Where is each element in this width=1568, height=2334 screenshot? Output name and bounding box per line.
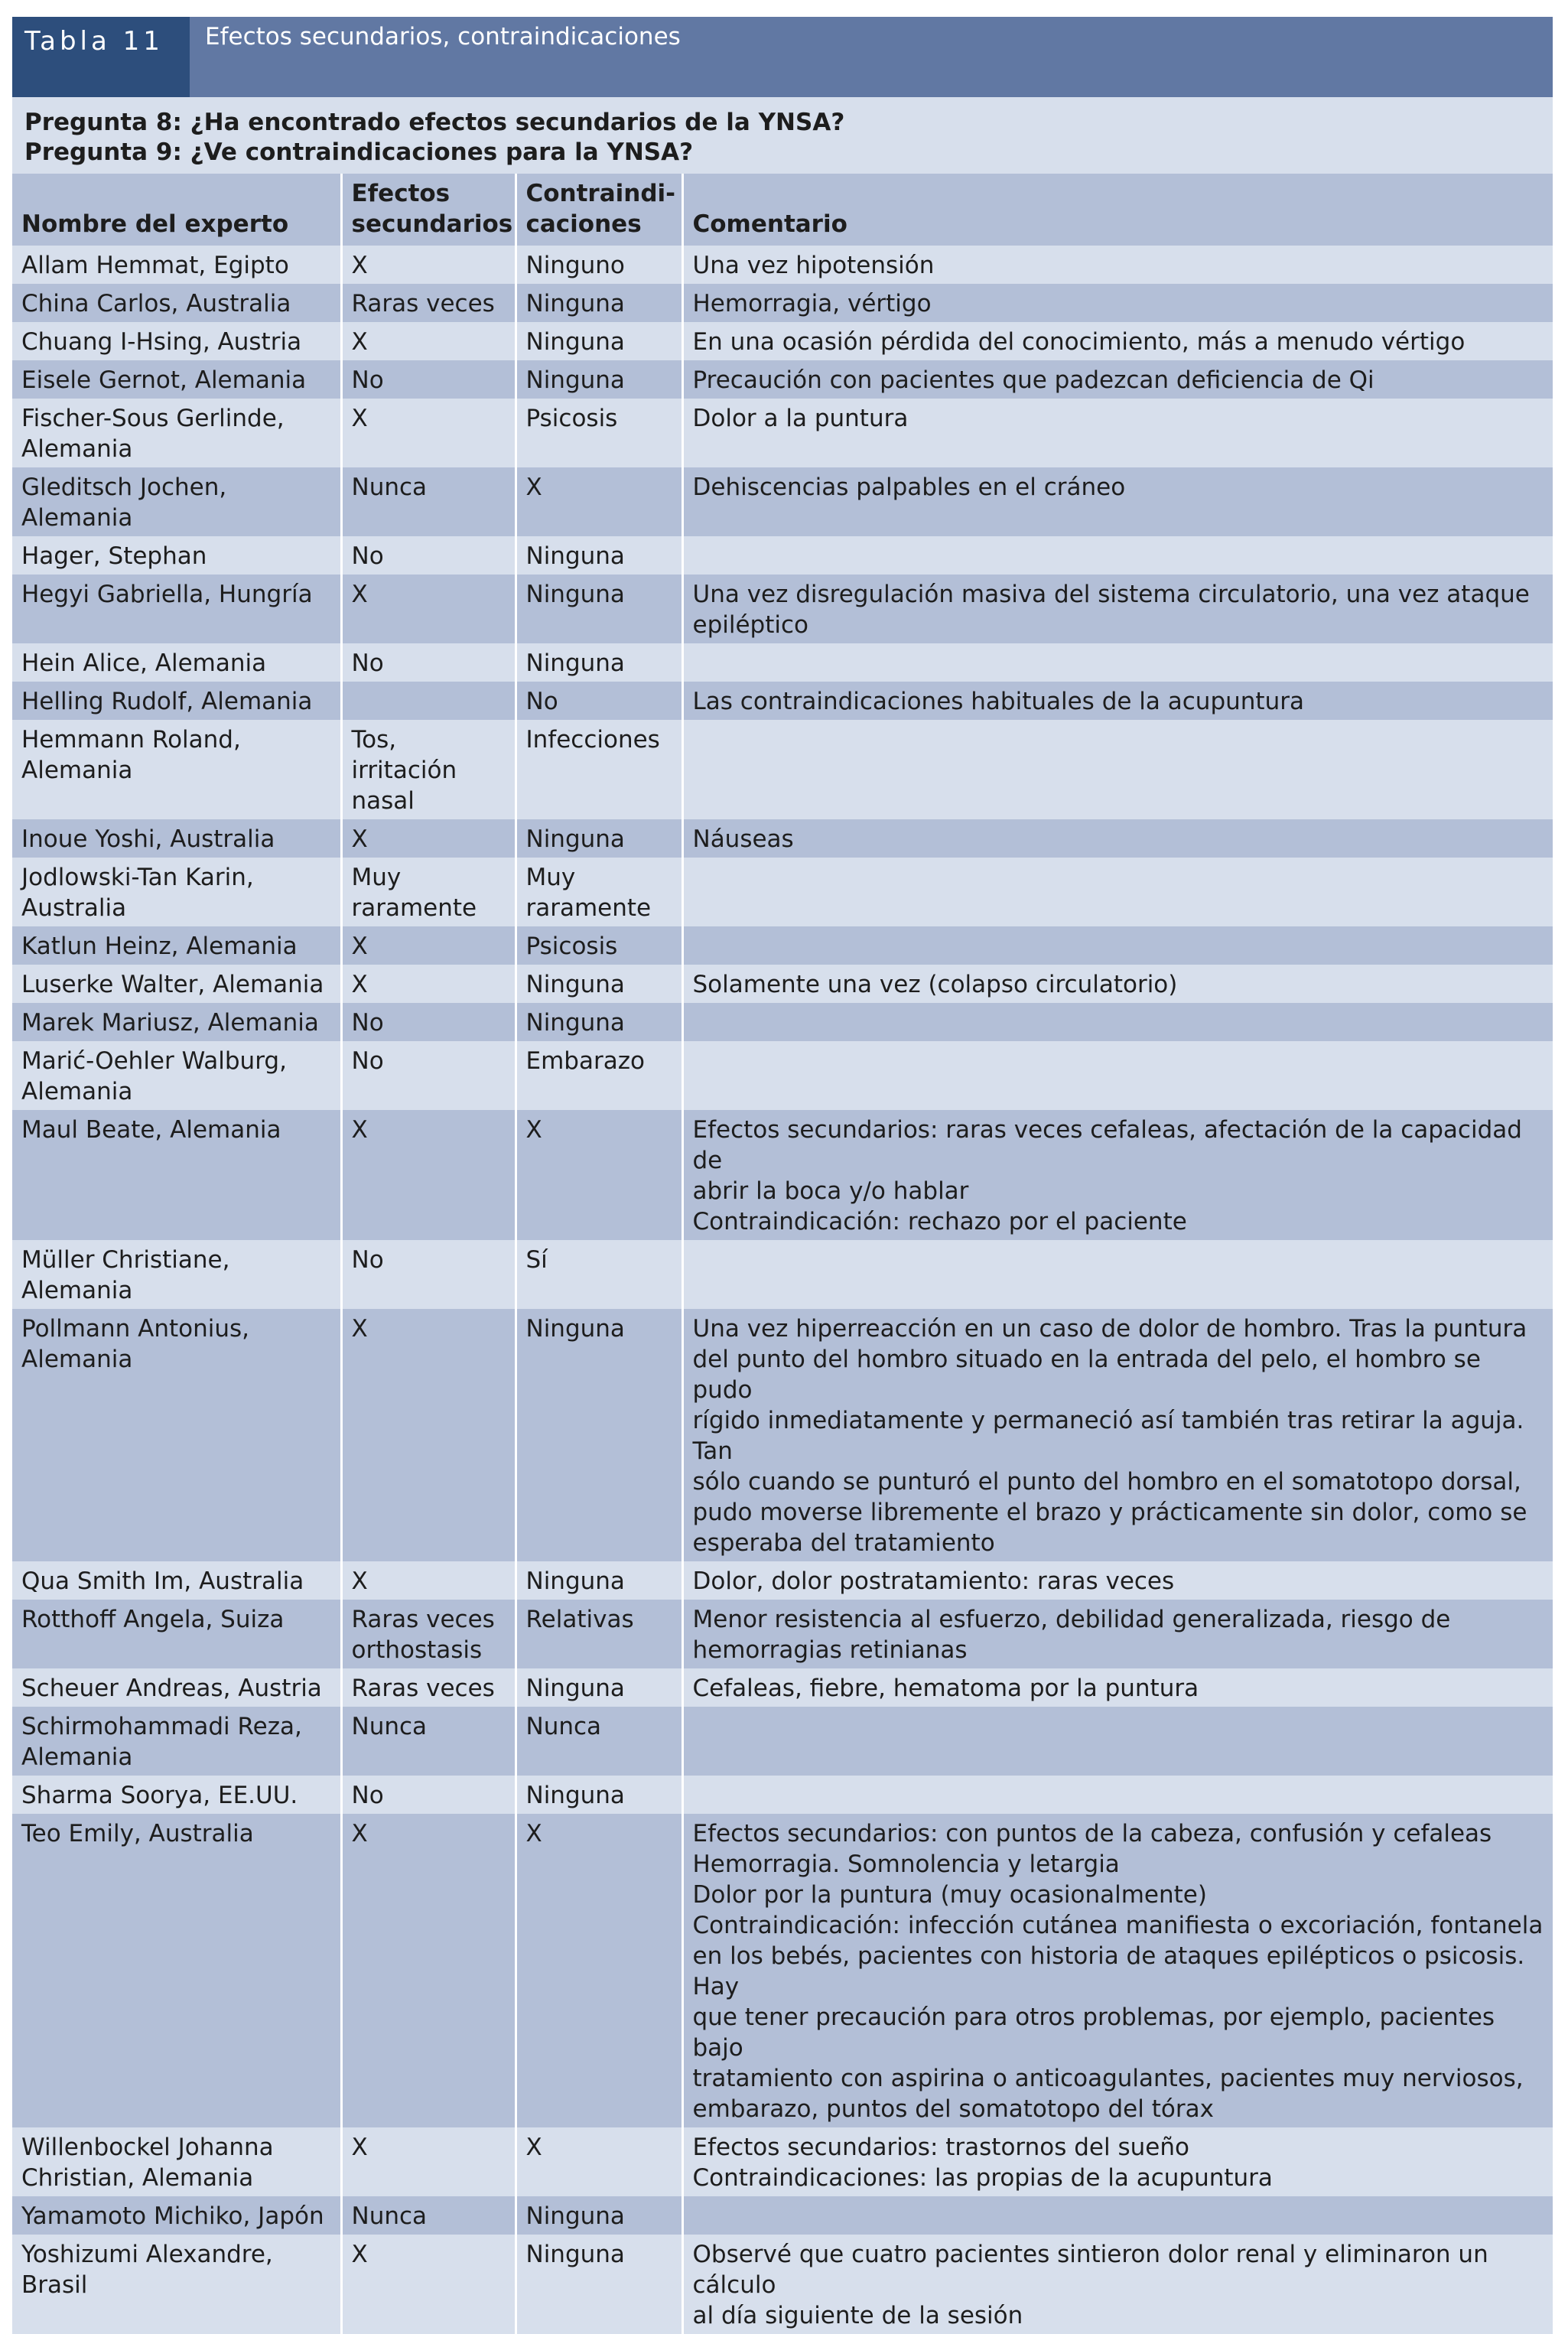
contraindications-cell: Ninguna	[516, 1003, 682, 1041]
side-effects-cell: No	[341, 1776, 516, 1814]
comment-cell	[682, 536, 1553, 575]
comment-cell: Una vez hipotensión	[682, 246, 1553, 284]
side-effects-cell: No	[341, 536, 516, 575]
expert-name-cell: Chuang I-Hsing, Austria	[12, 322, 341, 360]
contraindications-cell: Ninguna	[516, 1561, 682, 1600]
expert-name-cell: Luserke Walter, Alemania	[12, 965, 341, 1003]
comment-cell: Una vez hiperreacción en un caso de dolor de hombro. Tras la puntura del punto del hombro situado en la entrada del pelo, el hombro se pudo rígido inmediatamente y permaneció así también tras retirar la aguja. Tan sólo cuando se punturó el punto del hombro en el somatotopo dorsal, pudo moverse libremente el brazo y prácticamente sin dolor, como se esperaba del tratamiento	[682, 1309, 1553, 1561]
comment-cell: Hemorragia, vértigo	[682, 284, 1553, 322]
comment-cell: En una ocasión pérdida del conocimiento, más a menudo vértigo	[682, 322, 1553, 360]
side-effects-cell: X	[341, 399, 516, 467]
contraindications-cell: Psicosis	[516, 926, 682, 965]
contraindications-cell: Ninguna	[516, 1776, 682, 1814]
table-row	[12, 819, 1553, 858]
expert-name-cell: Gleditsch Jochen, Alemania	[12, 467, 341, 536]
table-row	[12, 965, 1553, 1003]
table-row	[12, 858, 1553, 926]
expert-name-cell: Hegyi Gabriella, Hungría	[12, 575, 341, 643]
table-row	[12, 1041, 1553, 1110]
table-row	[12, 1707, 1553, 1776]
table-row	[12, 2196, 1553, 2235]
side-effects-cell: Raras veces	[341, 1668, 516, 1707]
contraindications-cell: X	[516, 1814, 682, 2127]
expert-name-cell: Yamamoto Michiko, Japón	[12, 2196, 341, 2235]
table-row	[12, 1600, 1553, 1668]
comment-cell: Efectos secundarios: raras veces cefaleas, afectación de la capacidad de abrir la boca y/o hablar Contraindicación: rechazo por el paciente	[682, 1110, 1553, 1240]
column-header-comment: Comentario	[682, 174, 1553, 246]
table-row	[12, 360, 1553, 399]
contraindications-cell: Ninguna	[516, 360, 682, 399]
comment-cell: Dehiscencias palpables en el cráneo	[682, 467, 1553, 536]
side-effects-cell: X	[341, 1814, 516, 2127]
table-row	[12, 643, 1553, 682]
expert-name-cell: Maul Beate, Alemania	[12, 1110, 341, 1240]
table-figure	[12, 17, 1553, 2334]
table-body	[12, 246, 1553, 2334]
comment-cell: Una vez disregulación masiva del sistema circulatorio, una vez ataque epiléptico	[682, 575, 1553, 643]
comment-cell: Dolor, dolor postratamiento: raras veces	[682, 1561, 1553, 1600]
expert-name-cell: Fischer-Sous Gerlinde, Alemania	[12, 399, 341, 467]
comment-cell	[682, 720, 1553, 819]
contraindications-cell: Ninguna	[516, 2235, 682, 2334]
side-effects-cell: No	[341, 1041, 516, 1110]
table-row	[12, 246, 1553, 284]
comment-cell: Observé que cuatro pacientes sintieron dolor renal y eliminaron un cálculo al día siguiente de la sesión	[682, 2235, 1553, 2334]
contraindications-cell: Nunca	[516, 1707, 682, 1776]
side-effects-cell: X	[341, 2235, 516, 2334]
comment-cell	[682, 1240, 1553, 1309]
contraindications-cell: Ninguna	[516, 322, 682, 360]
table-row	[12, 926, 1553, 965]
side-effects-cell: Raras veces orthostasis	[341, 1600, 516, 1668]
side-effects-cell: No	[341, 1240, 516, 1309]
expert-name-cell: Jodlowski-Tan Karin, Australia	[12, 858, 341, 926]
expert-name-cell: Hein Alice, Alemania	[12, 643, 341, 682]
expert-name-cell: Katlun Heinz, Alemania	[12, 926, 341, 965]
question-8: Pregunta 8: ¿Ha encontrado efectos secundarios de la YNSA?	[24, 109, 845, 136]
contraindications-cell: Ninguna	[516, 2196, 682, 2235]
table-row	[12, 1110, 1553, 1240]
experts-table	[12, 174, 1553, 2334]
expert-name-cell: Hemmann Roland, Alemania	[12, 720, 341, 819]
contraindications-cell: Ninguna	[516, 965, 682, 1003]
table-row	[12, 1814, 1553, 2127]
side-effects-cell: X	[341, 926, 516, 965]
contraindications-cell: No	[516, 682, 682, 720]
expert-name-cell: Inoue Yoshi, Australia	[12, 819, 341, 858]
table-header-bar	[12, 17, 1553, 97]
expert-name-cell: Marić-Oehler Walburg, Alemania	[12, 1041, 341, 1110]
side-effects-cell: X	[341, 2127, 516, 2196]
table-title: Efectos secundarios, contraindicaciones	[190, 17, 1553, 97]
table-row	[12, 1309, 1553, 1561]
contraindications-cell: Ninguna	[516, 643, 682, 682]
contraindications-cell: Ninguna	[516, 1309, 682, 1561]
column-header-row	[12, 174, 1553, 246]
side-effects-cell: X	[341, 965, 516, 1003]
expert-name-cell: Rotthoff Angela, Suiza	[12, 1600, 341, 1668]
expert-name-cell: Scheuer Andreas, Austria	[12, 1668, 341, 1707]
comment-cell: Efectos secundarios: trastornos del sueño Contraindicaciones: las propias de la acupuntura	[682, 2127, 1553, 2196]
expert-name-cell: Hager, Stephan	[12, 536, 341, 575]
comment-cell: Náuseas	[682, 819, 1553, 858]
side-effects-cell	[341, 682, 516, 720]
contraindications-cell: X	[516, 467, 682, 536]
expert-name-cell: Eisele Gernot, Alemania	[12, 360, 341, 399]
expert-name-cell: China Carlos, Australia	[12, 284, 341, 322]
contraindications-cell: Ninguna	[516, 284, 682, 322]
comment-cell: Solamente una vez (colapso circulatorio)	[682, 965, 1553, 1003]
table-row	[12, 720, 1553, 819]
expert-name-cell: Qua Smith Im, Australia	[12, 1561, 341, 1600]
comment-cell	[682, 1041, 1553, 1110]
side-effects-cell: No	[341, 643, 516, 682]
contraindications-cell: Ninguna	[516, 819, 682, 858]
side-effects-cell: X	[341, 575, 516, 643]
comment-cell: Precaución con pacientes que padezcan deficiencia de Qi	[682, 360, 1553, 399]
side-effects-cell: X	[341, 1561, 516, 1600]
expert-name-cell: Schirmohammadi Reza, Alemania	[12, 1707, 341, 1776]
contraindications-cell: Infecciones	[516, 720, 682, 819]
table-row	[12, 284, 1553, 322]
table-row	[12, 1776, 1553, 1814]
comment-cell	[682, 858, 1553, 926]
side-effects-cell: X	[341, 1110, 516, 1240]
side-effects-cell: X	[341, 246, 516, 284]
table-row	[12, 2235, 1553, 2334]
comment-cell: Menor resistencia al esfuerzo, debilidad generalizada, riesgo de hemorragias retinianas	[682, 1600, 1553, 1668]
contraindications-cell: Relativas	[516, 1600, 682, 1668]
comment-cell	[682, 2196, 1553, 2235]
contraindications-cell: Sí	[516, 1240, 682, 1309]
side-effects-cell: No	[341, 1003, 516, 1041]
comment-cell	[682, 1707, 1553, 1776]
table-row	[12, 467, 1553, 536]
contraindications-cell: Psicosis	[516, 399, 682, 467]
expert-name-cell: Sharma Soorya, EE.UU.	[12, 1776, 341, 1814]
comment-cell: Dolor a la puntura	[682, 399, 1553, 467]
question-9: Pregunta 9: ¿Ve contraindicaciones para la YNSA?	[24, 138, 694, 166]
side-effects-cell: Tos, irritación nasal	[341, 720, 516, 819]
comment-cell	[682, 643, 1553, 682]
side-effects-cell: Nunca	[341, 1707, 516, 1776]
table-label: Tabla 11	[12, 17, 190, 97]
expert-name-cell: Marek Mariusz, Alemania	[12, 1003, 341, 1041]
comment-cell	[682, 1776, 1553, 1814]
side-effects-cell: Muy raramente	[341, 858, 516, 926]
contraindications-cell: Embarazo	[516, 1041, 682, 1110]
comment-cell	[682, 926, 1553, 965]
table-row	[12, 575, 1553, 643]
contraindications-cell: X	[516, 2127, 682, 2196]
column-header-contraindications: Contraindi- caciones	[516, 174, 682, 246]
comment-cell: Efectos secundarios: con puntos de la cabeza, confusión y cefaleas Hemorragia. Somnolencia y letargia Dolor por la puntura (muy ocasionalmente) Contraindicación: infección cutánea manifiesta o excoriación, fontanela en los bebés, pacientes con historia de ataques epilépticos o psicosis. Hay que tener precaución para otros problemas, por ejemplo, pacientes bajo tratamiento con aspirina o anticoagulantes, pacientes muy nerviosos, embarazo, puntos del somatotopo del tórax	[682, 1814, 1553, 2127]
side-effects-cell: No	[341, 360, 516, 399]
side-effects-cell: Nunca	[341, 2196, 516, 2235]
expert-name-cell: Müller Christiane, Alemania	[12, 1240, 341, 1309]
contraindications-cell: Muy raramente	[516, 858, 682, 926]
contraindications-cell: X	[516, 1110, 682, 1240]
table-row	[12, 1003, 1553, 1041]
comment-cell: Las contraindicaciones habituales de la acupuntura	[682, 682, 1553, 720]
table-row	[12, 2127, 1553, 2196]
expert-name-cell: Teo Emily, Australia	[12, 1814, 341, 2127]
expert-name-cell: Helling Rudolf, Alemania	[12, 682, 341, 720]
contraindications-cell: Ninguna	[516, 575, 682, 643]
comment-cell: Cefaleas, fiebre, hematoma por la puntura	[682, 1668, 1553, 1707]
side-effects-cell: X	[341, 819, 516, 858]
expert-name-cell: Pollmann Antonius, Alemania	[12, 1309, 341, 1561]
side-effects-cell: X	[341, 322, 516, 360]
expert-name-cell: Yoshizumi Alexandre, Brasil	[12, 2235, 341, 2334]
table-row	[12, 322, 1553, 360]
expert-name-cell: Willenbockel Johanna Christian, Alemania	[12, 2127, 341, 2196]
side-effects-cell: X	[341, 1309, 516, 1561]
table-row	[12, 399, 1553, 467]
contraindications-cell: Ninguna	[516, 1668, 682, 1707]
comment-cell	[682, 1003, 1553, 1041]
table-row	[12, 682, 1553, 720]
expert-name-cell: Allam Hemmat, Egipto	[12, 246, 341, 284]
side-effects-cell: Raras veces	[341, 284, 516, 322]
contraindications-cell: Ninguna	[516, 536, 682, 575]
column-header-side-effects: Efectos secundarios	[341, 174, 516, 246]
column-header-expert: Nombre del experto	[12, 174, 341, 246]
questions-block	[12, 97, 1553, 174]
table-row	[12, 1668, 1553, 1707]
table-row	[12, 1240, 1553, 1309]
side-effects-cell: Nunca	[341, 467, 516, 536]
table-row	[12, 536, 1553, 575]
table-row	[12, 1561, 1553, 1600]
contraindications-cell: Ninguno	[516, 246, 682, 284]
